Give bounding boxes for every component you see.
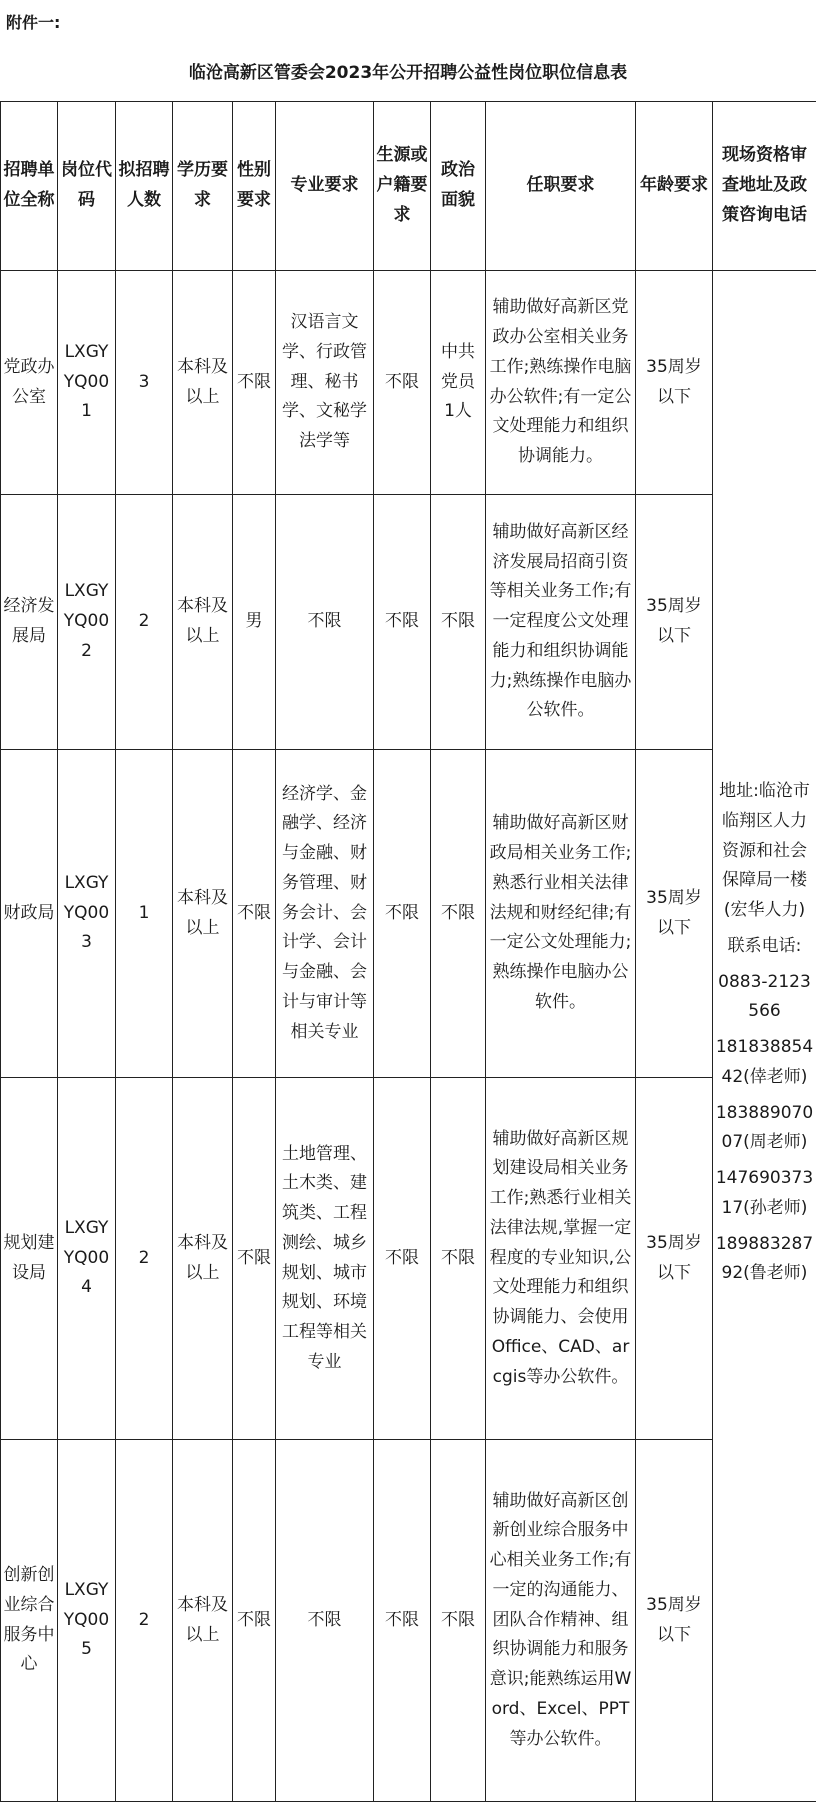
cell-gender: 不限 <box>233 1078 276 1440</box>
document-title: 临沧高新区管委会2023年公开招聘公益性岗位职位信息表 <box>188 63 628 83</box>
cell-code: LXGYYQ003 <box>58 750 116 1078</box>
cell-major: 不限 <box>276 1440 374 1802</box>
cell-origin: 不限 <box>374 271 431 495</box>
cell-age: 35周岁以下 <box>636 495 713 750</box>
job-info-table <box>0 101 816 1802</box>
cell-political: 不限 <box>431 1440 486 1802</box>
cell-gender: 不限 <box>233 271 276 495</box>
header-code: 岗位代码 <box>58 102 116 271</box>
cell-major: 汉语言文学、行政管理、秘书学、文秘学法学等 <box>276 271 374 495</box>
cell-education: 本科及以上 <box>173 750 233 1078</box>
cell-gender: 男 <box>233 495 276 750</box>
cell-major: 经济学、金融学、经济与金融、财务管理、财务会计、会计学、会计与金融、会计与审计等相关专业 <box>276 750 374 1078</box>
cell-political: 不限 <box>431 750 486 1078</box>
header-contact: 现场资格审查地址及政策咨询电话 <box>713 102 816 271</box>
annex-label: 附件一: <box>6 13 61 32</box>
header-age: 年龄要求 <box>636 102 713 271</box>
contact-phone: 0883-2123566 <box>718 971 811 1022</box>
table-row <box>1 271 816 495</box>
cell-origin: 不限 <box>374 495 431 750</box>
cell-unit: 财政局 <box>1 750 58 1078</box>
cell-political: 不限 <box>431 495 486 750</box>
cell-political: 中共党员 1人 <box>431 271 486 495</box>
header-education: 学历要求 <box>173 102 233 271</box>
cell-education: 本科及以上 <box>173 271 233 495</box>
cell-count: 2 <box>116 1078 173 1440</box>
cell-unit: 规划建设局 <box>1 1078 58 1440</box>
table-row <box>1 495 816 750</box>
cell-age: 35周岁以下 <box>636 271 713 495</box>
cell-code: LXGYYQ004 <box>58 1078 116 1440</box>
cell-age: 35周岁以下 <box>636 1440 713 1802</box>
cell-duty: 辅助做好高新区经济发展局招商引资等相关业务工作;有一定程度公文处理能力和组织协调能力;熟练操作电脑办公软件。 <box>486 495 636 750</box>
header-unit: 招聘单位全称 <box>1 102 58 271</box>
cell-count: 3 <box>116 271 173 495</box>
contact-phone: 18388907007(周老师) <box>715 1102 814 1153</box>
header-row <box>1 102 816 271</box>
cell-education: 本科及以上 <box>173 1078 233 1440</box>
contact-cell <box>713 271 816 1802</box>
cell-age: 35周岁以下 <box>636 1078 713 1440</box>
header-major: 专业要求 <box>276 102 374 271</box>
header-gender: 性别要求 <box>233 102 276 271</box>
cell-unit: 创新创业综合服务中心 <box>1 1440 58 1802</box>
cell-education: 本科及以上 <box>173 495 233 750</box>
contact-phone: 18183885442(倖老师) <box>715 1037 814 1087</box>
table-row <box>1 1440 816 1802</box>
table-row <box>1 750 816 1078</box>
cell-origin: 不限 <box>374 1440 431 1802</box>
cell-unit: 党政办公室 <box>1 271 58 495</box>
table-row <box>1 1078 816 1440</box>
contact-address: 地址:临沧市临翔区人力资源和社会保障局一楼(宏华人力) <box>719 781 810 920</box>
cell-origin: 不限 <box>374 1078 431 1440</box>
contact-phone: 14769037317(孙老师) <box>715 1168 814 1218</box>
cell-gender: 不限 <box>233 750 276 1078</box>
cell-origin: 不限 <box>374 750 431 1078</box>
cell-count: 2 <box>116 495 173 750</box>
cell-count: 2 <box>116 1440 173 1802</box>
contact-phone: 18988328792(鲁老师) <box>715 1233 814 1284</box>
cell-code: LXGYYQ005 <box>58 1440 116 1802</box>
cell-age: 35周岁以下 <box>636 750 713 1078</box>
contact-phone-label: 联系电话: <box>727 935 802 956</box>
cell-duty: 辅助做好高新区规划建设局相关业务工作;熟悉行业相关法律法规,掌握一定程度的专业知识,公文处理能力和组织协调能力、会使用Office、CAD、arcgis等办公软件。 <box>486 1078 636 1440</box>
cell-political: 不限 <box>431 1078 486 1440</box>
header-political: 政治面貌 <box>431 102 486 271</box>
cell-education: 本科及以上 <box>173 1440 233 1802</box>
cell-code: LXGYYQ001 <box>58 271 116 495</box>
header-count: 拟招聘人数 <box>116 102 173 271</box>
cell-gender: 不限 <box>233 1440 276 1802</box>
cell-count: 1 <box>116 750 173 1078</box>
cell-major: 不限 <box>276 495 374 750</box>
cell-major: 土地管理、土木类、建筑类、工程测绘、城乡规划、城市规划、环境工程等相关专业 <box>276 1078 374 1440</box>
header-duty: 任职要求 <box>486 102 636 271</box>
cell-unit: 经济发展局 <box>1 495 58 750</box>
cell-duty: 辅助做好高新区财政局相关业务工作;熟悉行业相关法律法规和财经纪律;有一定公文处理能力;熟练操作电脑办公软件。 <box>486 750 636 1078</box>
header-origin: 生源或户籍要求 <box>374 102 431 271</box>
cell-duty: 辅助做好高新区党政办公室相关业务工作;熟练操作电脑办公软件;有一定公文处理能力和组织协调能力。 <box>486 271 636 495</box>
cell-code: LXGYYQ002 <box>58 495 116 750</box>
cell-duty: 辅助做好高新区创新创业综合服务中心相关业务工作;有一定的沟通能力、团队合作精神、组织协调能力和服务意识;能熟练运用Word、Excel、PPT等办公软件。 <box>486 1440 636 1802</box>
